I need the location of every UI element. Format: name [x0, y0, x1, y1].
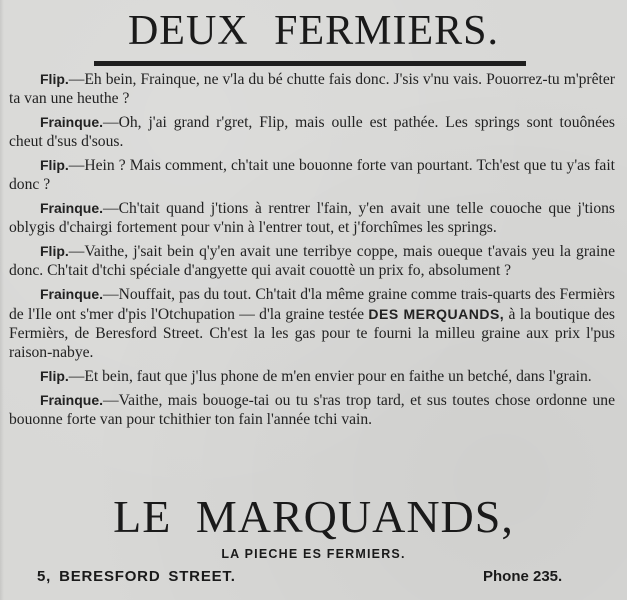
advertiser-brand: LE MARQUANDS, [113, 491, 514, 542]
speaker-name: Flip. [40, 71, 69, 87]
dialogue-paragraph [9, 156, 615, 195]
speaker-name: Flip. [40, 368, 69, 385]
dialogue-text: —Eh bein, Frainque, ne v'la du bé chutte fais donc. J'sis v'nu vais. Pouorrez-tu m'prêter ta van une heuthe ? [9, 71, 615, 107]
speaker-name: Frainque. [40, 286, 104, 303]
advertiser-address: 5, BERESFORD STREET. [37, 568, 236, 585]
dialogue-text: —Et bein, faut que j'lus phone de m'en envier pour en faithe un betché, dans l'grain. [68, 368, 592, 386]
dialogue-text: —Hein ? Mais comment, ch'tait une bouonne forte van pourtant. Tch'est que tu y'as fait donc ? [9, 157, 615, 193]
dialogue-paragraph [9, 199, 615, 238]
dialogue-paragraph [9, 367, 615, 387]
dialogue-paragraph [9, 113, 615, 152]
title-underline-rule [94, 61, 526, 66]
dialogue-body [9, 70, 615, 435]
advertiser-phone: Phone 235. [483, 568, 563, 585]
speaker-name: Frainque. [40, 200, 104, 217]
advertiser-tagline: LA PIECHE ES FERMIERS. [221, 547, 406, 561]
dialogue-paragraph [9, 391, 615, 430]
speaker-name: Frainque. [40, 392, 104, 409]
dialogue-paragraph [9, 285, 615, 362]
article-title: DEUX FERMIERS. [127, 8, 500, 54]
dialogue-paragraph [9, 242, 615, 281]
speaker-name: Flip. [40, 157, 69, 174]
dialogue-text: —Oh, j'ai grand r'gret, Flip, mais oulle est pathée. Les springs sont touônées cheut d'sus d'sous. [9, 114, 615, 150]
dialogue-text: —Ch'tait quand j'tions à rentrer l'fain, y'en avait une telle couoche que j'tions oblygis d'chairgi fortement pour v'nin à l'entrer tout, et j'forchîmes les springs. [9, 200, 615, 237]
dialogue-text: —Vaithe, mais bouoge-tai ou tu s'ras trop tard, et sus toutes chose ordonne une bouonne forte van pour tchithier ton fain l'année tchi vain. [9, 392, 615, 429]
dialogue-paragraph [9, 70, 615, 109]
dialogue-text: à la boutique des Fermièrs, de Beresford Street. Ch'est la les gas pour te fourni la milleu graine aux prix l'pus raison-nabye. [9, 306, 615, 361]
dialogue-text: —Nouffait, pas du tout. Ch'tait d'la même graine comme trais-quarts des Fermièrs de l'Ile ont s'mer d'pis l'Otchupation — d'la graine testée [9, 286, 615, 324]
merchant-name-emphasis: DES MERQUANDS, [368, 306, 505, 323]
speaker-name: Flip. [40, 243, 69, 260]
dialogue-text: —Vaithe, j'sait bein q'y'en avait une terribye coppe, mais oueque t'avais yeu la graine donc. Ch'tait d'tchi spéciale d'angyette qui avait couottè un prix fo, absolument ? [9, 243, 615, 280]
speaker-name: Frainque. [40, 114, 104, 131]
